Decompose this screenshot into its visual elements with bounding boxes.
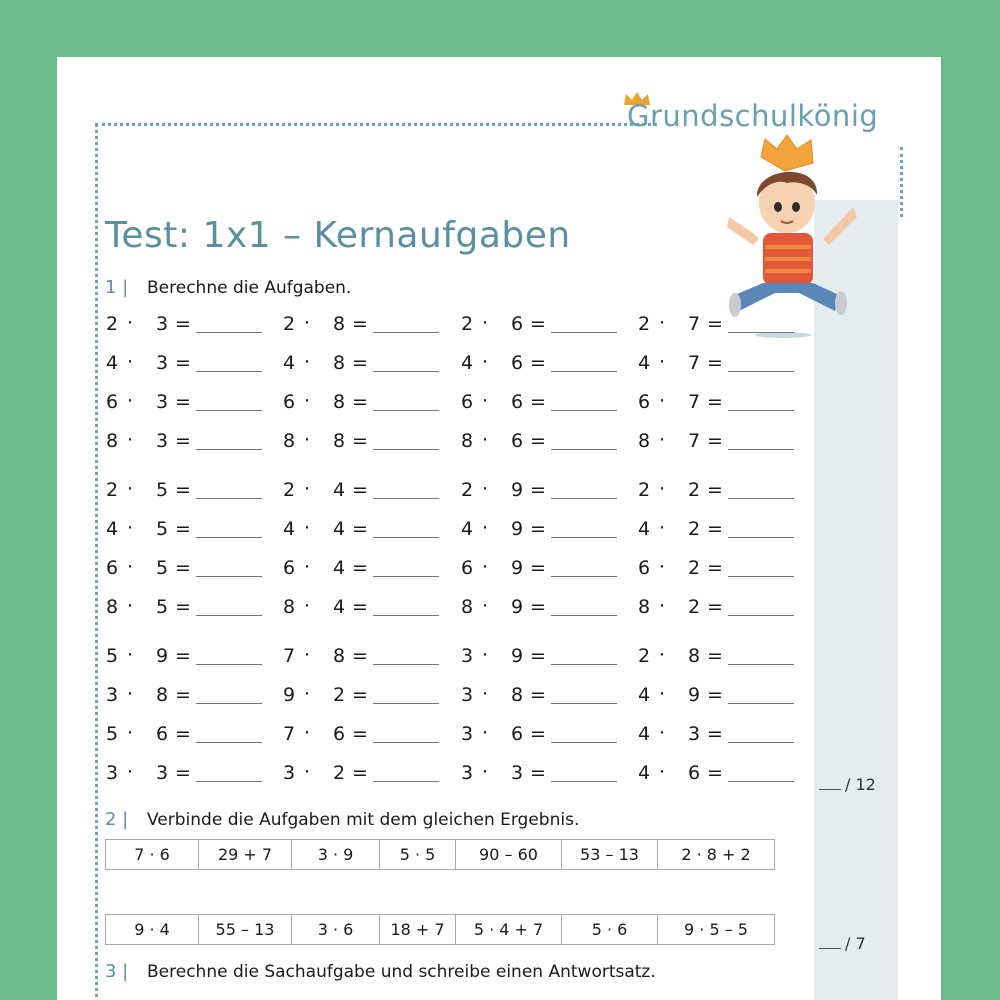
- answer-blank[interactable]: [551, 615, 617, 616]
- factor-a: 3: [282, 762, 296, 784]
- factor-b: 2: [332, 762, 346, 784]
- factor-b: 3: [687, 723, 701, 745]
- multiply-sign: ·: [304, 517, 311, 539]
- answer-blank[interactable]: [728, 332, 794, 333]
- factor-a: 2: [637, 313, 651, 335]
- factor-b: 8: [687, 645, 701, 667]
- factor-a: 6: [460, 557, 474, 579]
- multiply-sign: ·: [304, 761, 311, 783]
- factor-b: 6: [510, 313, 524, 335]
- match-cell[interactable]: 53 – 13: [562, 840, 658, 869]
- multiply-sign: ·: [304, 351, 311, 373]
- factor-a: 2: [637, 479, 651, 501]
- multiply-sign: ·: [482, 478, 489, 500]
- factor-b: 3: [155, 391, 169, 413]
- answer-blank[interactable]: [728, 576, 794, 577]
- multiply-sign: ·: [659, 351, 666, 373]
- section-1-score: [819, 775, 876, 794]
- factor-b: 8: [155, 684, 169, 706]
- factor-a: 2: [105, 313, 119, 335]
- multiply-sign: ·: [304, 312, 311, 334]
- factor-b: 8: [332, 352, 346, 374]
- factor-a: 3: [105, 762, 119, 784]
- section-1-instruction: Berechne die Aufgaben.: [147, 278, 352, 298]
- equals-sign: =: [175, 596, 191, 618]
- answer-blank[interactable]: [728, 664, 794, 665]
- answer-blank[interactable]: [728, 537, 794, 538]
- multiply-sign: ·: [482, 683, 489, 705]
- factor-b: 2: [687, 596, 701, 618]
- factor-b: 3: [155, 762, 169, 784]
- factor-a: 6: [637, 557, 651, 579]
- brand-logo: Grundschulkönig: [627, 99, 879, 133]
- equals-sign: =: [352, 596, 368, 618]
- factor-b: 9: [687, 684, 701, 706]
- factor-a: 3: [460, 684, 474, 706]
- equals-sign: =: [352, 684, 368, 706]
- section-2-instruction: Verbinde die Aufgaben mit dem gleichen Ergebnis.: [147, 810, 580, 830]
- multiply-sign: ·: [482, 644, 489, 666]
- answer-blank[interactable]: [373, 703, 439, 704]
- factor-b: 9: [510, 645, 524, 667]
- factor-b: 7: [687, 313, 701, 335]
- factor-a: 8: [460, 596, 474, 618]
- answer-blank[interactable]: [373, 742, 439, 743]
- answer-blank[interactable]: [551, 703, 617, 704]
- multiply-sign: ·: [127, 722, 134, 744]
- equals-sign: =: [530, 645, 546, 667]
- equals-sign: =: [352, 313, 368, 335]
- factor-a: 2: [282, 479, 296, 501]
- multiply-sign: ·: [304, 390, 311, 412]
- equals-sign: =: [707, 352, 723, 374]
- answer-blank[interactable]: [373, 410, 439, 411]
- factor-a: 8: [282, 430, 296, 452]
- factor-a: 8: [105, 596, 119, 618]
- factor-b: 9: [510, 479, 524, 501]
- match-cell[interactable]: 9 · 5 – 5: [684, 920, 748, 939]
- match-cell[interactable]: 55 – 13: [199, 915, 292, 944]
- equals-sign: =: [175, 557, 191, 579]
- multiply-sign: ·: [482, 429, 489, 451]
- factor-a: 4: [637, 723, 651, 745]
- equals-sign: =: [175, 352, 191, 374]
- answer-blank[interactable]: [551, 371, 617, 372]
- factor-b: 9: [155, 645, 169, 667]
- factor-a: 7: [282, 723, 296, 745]
- factor-b: 6: [155, 723, 169, 745]
- multiply-sign: ·: [304, 683, 311, 705]
- factor-a: 2: [637, 645, 651, 667]
- equals-sign: =: [175, 723, 191, 745]
- equals-sign: =: [175, 645, 191, 667]
- multiply-sign: ·: [659, 390, 666, 412]
- equals-sign: =: [175, 762, 191, 784]
- answer-blank[interactable]: [728, 449, 794, 450]
- factor-b: 4: [332, 596, 346, 618]
- equals-sign: =: [352, 557, 368, 579]
- multiply-sign: ·: [659, 517, 666, 539]
- factor-a: 2: [105, 479, 119, 501]
- multiply-sign: ·: [127, 644, 134, 666]
- factor-b: 6: [332, 723, 346, 745]
- multiply-sign: ·: [127, 351, 134, 373]
- section-3-instruction: Berechne die Sachaufgabe und schreibe einen Antwortsatz.: [147, 962, 656, 982]
- factor-a: 4: [460, 352, 474, 374]
- match-cell[interactable]: 9 · 4: [106, 915, 199, 944]
- answer-blank[interactable]: [551, 742, 617, 743]
- match-cell[interactable]: 18 + 7: [380, 915, 456, 944]
- equals-sign: =: [707, 596, 723, 618]
- factor-a: 4: [637, 762, 651, 784]
- factor-a: 8: [105, 430, 119, 452]
- factor-a: 6: [105, 391, 119, 413]
- factor-a: 5: [105, 723, 119, 745]
- answer-blank[interactable]: [728, 410, 794, 411]
- equals-sign: =: [530, 518, 546, 540]
- factor-b: 3: [155, 430, 169, 452]
- multiply-sign: ·: [482, 351, 489, 373]
- multiply-sign: ·: [127, 429, 134, 451]
- factor-a: 4: [105, 352, 119, 374]
- answer-blank[interactable]: [728, 742, 794, 743]
- section-1-score-total: / 12: [845, 775, 876, 794]
- factor-b: 8: [332, 391, 346, 413]
- answer-blank[interactable]: [196, 498, 262, 499]
- match-cell[interactable]: 5 · 6: [562, 915, 658, 944]
- factor-a: 8: [637, 430, 651, 452]
- factor-b: 3: [155, 352, 169, 374]
- factor-b: 2: [687, 557, 701, 579]
- factor-a: 4: [637, 352, 651, 374]
- factor-b: 5: [155, 596, 169, 618]
- factor-a: 4: [460, 518, 474, 540]
- multiply-sign: ·: [127, 595, 134, 617]
- equals-sign: =: [530, 430, 546, 452]
- multiply-sign: ·: [482, 556, 489, 578]
- match-row-bottom: [105, 914, 775, 945]
- factor-a: 9: [282, 684, 296, 706]
- equals-sign: =: [352, 723, 368, 745]
- equals-sign: =: [530, 684, 546, 706]
- equals-sign: =: [530, 596, 546, 618]
- factor-a: 8: [460, 430, 474, 452]
- match-cell[interactable]: 5 · 5: [380, 840, 456, 869]
- multiply-sign: ·: [127, 312, 134, 334]
- equals-sign: =: [707, 430, 723, 452]
- equals-sign: =: [707, 518, 723, 540]
- equals-sign: =: [530, 557, 546, 579]
- factor-b: 9: [510, 596, 524, 618]
- factor-b: 7: [687, 352, 701, 374]
- equals-sign: =: [352, 479, 368, 501]
- multiply-sign: ·: [127, 517, 134, 539]
- multiply-sign: ·: [659, 595, 666, 617]
- factor-a: 6: [460, 391, 474, 413]
- match-cell[interactable]: 2 · 8 + 2: [681, 845, 751, 864]
- multiply-sign: ·: [127, 478, 134, 500]
- factor-a: 2: [460, 313, 474, 335]
- match-cell[interactable]: 3 · 9: [292, 840, 380, 869]
- answer-blank[interactable]: [196, 332, 262, 333]
- multiply-sign: ·: [304, 644, 311, 666]
- factor-b: 9: [510, 557, 524, 579]
- match-cell[interactable]: 29 + 7: [199, 840, 292, 869]
- answer-blank[interactable]: [373, 371, 439, 372]
- factor-b: 8: [332, 313, 346, 335]
- factor-b: 2: [687, 518, 701, 540]
- factor-a: 2: [282, 313, 296, 335]
- answer-blank[interactable]: [728, 371, 794, 372]
- equals-sign: =: [352, 430, 368, 452]
- answer-blank[interactable]: [551, 781, 617, 782]
- factor-b: 6: [510, 391, 524, 413]
- factor-b: 8: [332, 645, 346, 667]
- factor-a: 8: [282, 596, 296, 618]
- answer-blank[interactable]: [196, 703, 262, 704]
- equals-sign: =: [352, 645, 368, 667]
- multiply-sign: ·: [659, 429, 666, 451]
- answer-blank[interactable]: [196, 371, 262, 372]
- equals-sign: =: [530, 723, 546, 745]
- equals-sign: =: [707, 645, 723, 667]
- match-cell[interactable]: 3 · 6: [292, 915, 380, 944]
- factor-b: 5: [155, 518, 169, 540]
- equals-sign: =: [530, 352, 546, 374]
- factor-a: 8: [637, 596, 651, 618]
- section-1-number: 1 |: [105, 277, 129, 298]
- factor-b: 9: [510, 518, 524, 540]
- factor-b: 2: [332, 684, 346, 706]
- equals-sign: =: [175, 391, 191, 413]
- multiply-sign: ·: [127, 390, 134, 412]
- multiply-sign: ·: [659, 312, 666, 334]
- equals-sign: =: [707, 313, 723, 335]
- equals-sign: =: [175, 313, 191, 335]
- factor-a: 6: [105, 557, 119, 579]
- answer-blank[interactable]: [196, 410, 262, 411]
- dotted-border-top: [95, 123, 657, 126]
- equals-sign: =: [707, 557, 723, 579]
- multiply-sign: ·: [659, 722, 666, 744]
- multiply-sign: ·: [482, 390, 489, 412]
- match-cell[interactable]: 90 – 60: [456, 840, 562, 869]
- multiply-sign: ·: [127, 683, 134, 705]
- match-row-top: [105, 839, 775, 870]
- answer-blank[interactable]: [373, 615, 439, 616]
- answer-blank[interactable]: [373, 498, 439, 499]
- equals-sign: =: [707, 723, 723, 745]
- multiply-sign: ·: [482, 517, 489, 539]
- factor-a: 7: [282, 645, 296, 667]
- jumping-boy-illustration: [725, 135, 860, 340]
- factor-b: 2: [687, 479, 701, 501]
- answer-blank[interactable]: [196, 576, 262, 577]
- answer-blank[interactable]: [196, 781, 262, 782]
- section-2-number: 2 |: [105, 809, 129, 830]
- answer-blank[interactable]: [551, 498, 617, 499]
- answer-blank[interactable]: [551, 664, 617, 665]
- answer-blank[interactable]: [196, 742, 262, 743]
- section-3-number: 3 |: [105, 961, 129, 982]
- multiply-sign: ·: [482, 722, 489, 744]
- answer-blank[interactable]: [196, 449, 262, 450]
- factor-b: 6: [510, 352, 524, 374]
- factor-a: 2: [460, 479, 474, 501]
- factor-b: 4: [332, 557, 346, 579]
- answer-blank[interactable]: [551, 537, 617, 538]
- factor-b: 8: [332, 430, 346, 452]
- worksheet: [57, 57, 941, 1000]
- score-blank[interactable]: [819, 948, 841, 949]
- factor-b: 8: [510, 684, 524, 706]
- equals-sign: =: [707, 479, 723, 501]
- equals-sign: =: [175, 430, 191, 452]
- multiply-sign: ·: [659, 761, 666, 783]
- factor-b: 7: [687, 430, 701, 452]
- factor-a: 4: [282, 518, 296, 540]
- factor-a: 6: [637, 391, 651, 413]
- answer-blank[interactable]: [728, 781, 794, 782]
- answer-blank[interactable]: [373, 664, 439, 665]
- factor-a: 3: [460, 645, 474, 667]
- equals-sign: =: [175, 518, 191, 540]
- answer-blank[interactable]: [728, 703, 794, 704]
- match-cell[interactable]: 5 · 4 + 7: [456, 915, 562, 944]
- equals-sign: =: [352, 352, 368, 374]
- answer-blank[interactable]: [551, 410, 617, 411]
- multiply-sign: ·: [482, 312, 489, 334]
- answer-blank[interactable]: [373, 537, 439, 538]
- factor-a: 5: [105, 645, 119, 667]
- multiply-sign: ·: [482, 761, 489, 783]
- match-cell[interactable]: 7 · 6: [106, 840, 199, 869]
- answer-blank[interactable]: [196, 664, 262, 665]
- factor-b: 3: [155, 313, 169, 335]
- answer-blank[interactable]: [196, 615, 262, 616]
- multiply-sign: ·: [659, 683, 666, 705]
- factor-b: 5: [155, 557, 169, 579]
- answer-blank[interactable]: [551, 576, 617, 577]
- factor-b: 6: [510, 723, 524, 745]
- equals-sign: =: [352, 762, 368, 784]
- answer-blank[interactable]: [728, 498, 794, 499]
- factor-a: 4: [105, 518, 119, 540]
- factor-a: 3: [105, 684, 119, 706]
- equals-sign: =: [707, 391, 723, 413]
- answer-blank[interactable]: [373, 576, 439, 577]
- factor-b: 4: [332, 518, 346, 540]
- multiply-sign: ·: [659, 556, 666, 578]
- factor-a: 6: [282, 391, 296, 413]
- factor-a: 4: [637, 518, 651, 540]
- factor-b: 6: [510, 430, 524, 452]
- section-2-score-total: / 7: [845, 934, 866, 953]
- answer-blank[interactable]: [373, 449, 439, 450]
- dotted-border-left: [95, 123, 98, 1000]
- equals-sign: =: [530, 391, 546, 413]
- answer-blank[interactable]: [728, 615, 794, 616]
- dotted-border-right: [900, 147, 903, 217]
- equals-sign: =: [707, 684, 723, 706]
- score-blank[interactable]: [819, 789, 841, 790]
- section-2-score: [819, 934, 866, 953]
- factor-b: 5: [155, 479, 169, 501]
- equals-sign: =: [530, 313, 546, 335]
- factor-a: 4: [282, 352, 296, 374]
- multiply-sign: ·: [304, 556, 311, 578]
- multiply-sign: ·: [659, 478, 666, 500]
- equals-sign: =: [175, 479, 191, 501]
- factor-a: 3: [460, 723, 474, 745]
- equals-sign: =: [175, 684, 191, 706]
- factor-b: 6: [687, 762, 701, 784]
- answer-blank[interactable]: [196, 537, 262, 538]
- multiply-sign: ·: [304, 722, 311, 744]
- equals-sign: =: [352, 518, 368, 540]
- multiply-sign: ·: [127, 556, 134, 578]
- answer-blank[interactable]: [373, 332, 439, 333]
- multiply-sign: ·: [659, 644, 666, 666]
- factor-a: 4: [637, 684, 651, 706]
- multiply-sign: ·: [304, 429, 311, 451]
- equals-sign: =: [352, 391, 368, 413]
- factor-a: 6: [282, 557, 296, 579]
- equals-sign: =: [707, 762, 723, 784]
- answer-blank[interactable]: [551, 332, 617, 333]
- equals-sign: =: [530, 762, 546, 784]
- factor-b: 7: [687, 391, 701, 413]
- multiply-sign: ·: [127, 761, 134, 783]
- multiply-sign: ·: [482, 595, 489, 617]
- answer-blank[interactable]: [551, 449, 617, 450]
- equals-sign: =: [530, 479, 546, 501]
- multiply-sign: ·: [304, 478, 311, 500]
- page-title: Test: 1x1 – Kernaufgaben: [105, 215, 571, 256]
- factor-b: 3: [510, 762, 524, 784]
- multiply-sign: ·: [304, 595, 311, 617]
- answer-blank[interactable]: [373, 781, 439, 782]
- factor-a: 3: [460, 762, 474, 784]
- factor-b: 4: [332, 479, 346, 501]
